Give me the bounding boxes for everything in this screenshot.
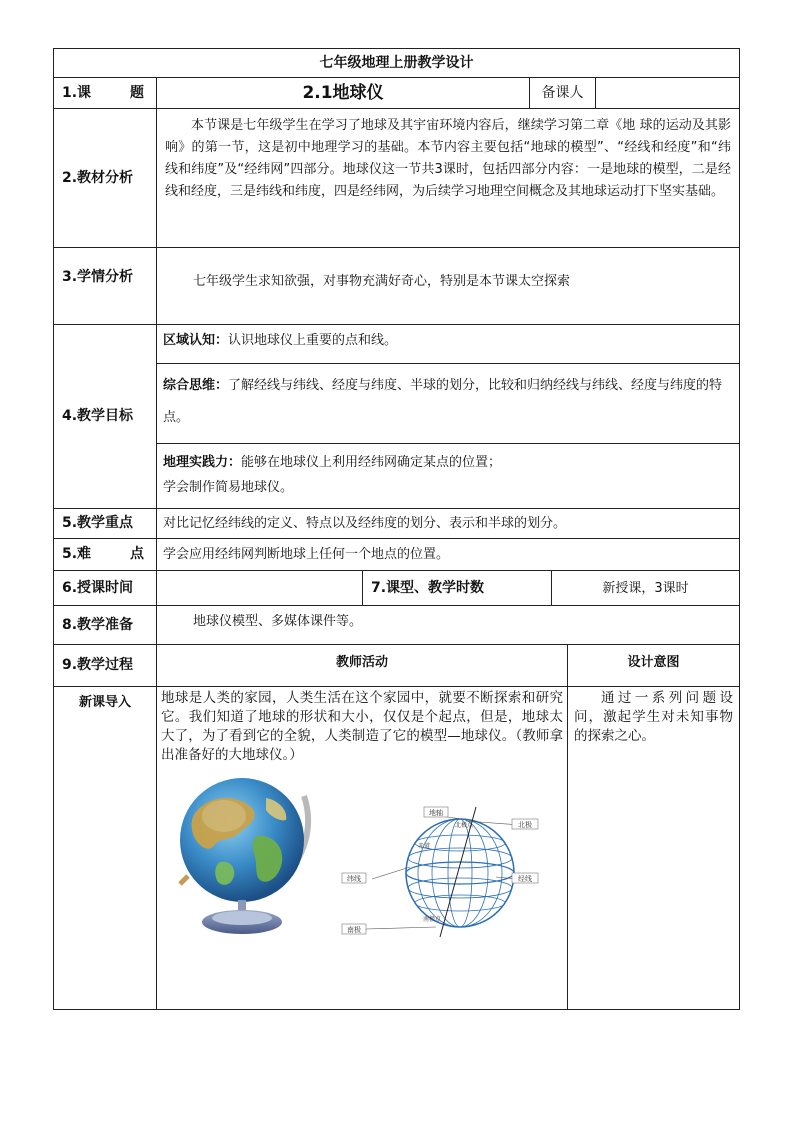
label-lesson-type: 7.课型、教学时数 <box>362 570 552 606</box>
diagram-label-south-pole-point: 南极点 <box>422 916 442 923</box>
globe-diagram <box>336 803 546 943</box>
label-lesson-topic-part1: 1.课 <box>62 84 92 101</box>
diagram-label-north: 北极 <box>518 821 532 829</box>
label-teaching-time: 6.授课时间 <box>53 570 157 606</box>
design-intent-text: 通过一系列问题设问，激起学生对未知事物的探索之心。 <box>567 686 740 1010</box>
teaching-prep-text: 地球仪模型、多媒体课件等。 <box>156 605 740 645</box>
goal-geo-practice <box>156 443 740 509</box>
goal-comprehensive-thinking-head: 综合思维： <box>163 378 229 393</box>
key-points-text: 对比记忆经纬线的定义、特点以及经纬度的划分、表示和半球的划分。 <box>156 508 740 539</box>
globe-image <box>162 776 332 941</box>
goal-regional-cognition-head: 区域认知： <box>163 333 229 348</box>
label-key-points: 5.教学重点 <box>53 508 157 539</box>
diagram-label-north-pole-point: 北极点 <box>454 822 474 829</box>
label-lesson-topic-part2: 题 <box>130 84 144 101</box>
col-header-teacher: 教师活动 <box>156 644 568 687</box>
goal-comprehensive-thinking <box>156 363 740 444</box>
lesson-type-value: 新授课，3课时 <box>551 570 740 606</box>
diagram-label-equator: 赤道 <box>417 843 431 850</box>
lesson-title: 2.1地球仪 <box>156 77 530 109</box>
globe-diagram-sphere <box>366 807 520 937</box>
teaching-time-value <box>156 570 363 606</box>
diagram-label-axis: 地轴 <box>429 809 443 817</box>
preparer-value <box>595 77 740 109</box>
label-lesson-topic <box>53 77 157 109</box>
preparer-label: 备课人 <box>529 77 596 109</box>
label-new-lesson-intro: 新课导入 <box>53 686 157 1010</box>
label-difficult-points <box>53 538 157 571</box>
diagram-label-south: 南极 <box>347 926 361 934</box>
goal-regional-cognition-text: 认识地球仪上重要的点和线。 <box>228 333 398 348</box>
label-teaching-goals: 4.教学目标 <box>53 324 157 509</box>
label-difficult-part1: 5.难 <box>62 546 92 562</box>
diagram-label-latitude: 纬线 <box>347 875 361 883</box>
goal-comprehensive-thinking-text: 了解经线与纬线、经度与纬度、半球的划分，比较和归纳经线与纬线、经度与纬度的特点。 <box>163 378 723 425</box>
goal-geo-practice-text1: 能够在地球仪上利用经纬网确定某点的位置； <box>241 455 502 470</box>
goal-geo-practice-head: 地理实践力： <box>163 455 242 470</box>
teacher-activity-text: 地球是人类的家园，人类生活在这个家园中，就要不断探索和研究它。我们知道了地球的形状和大小，仅仅是个起点，但是，地球太大了，为了看到它的全貌，人类制造了它的模型—地球仪。（教师拿出准备好的大地球仪。） <box>161 690 563 763</box>
student-analysis-text: 七年级学生求知欲强，对事物充满好奇心，特别是本节课太空探索 <box>156 247 740 325</box>
goal-geo-practice-text2: 学会制作简易地球仪。 <box>163 480 294 495</box>
label-material-analysis: 2.教材分析 <box>53 108 157 248</box>
label-teaching-process: 9.教学过程 <box>53 644 157 687</box>
goal-regional-cognition <box>156 324 740 364</box>
difficult-points-text: 学会应用经纬网判断地球上任何一个地点的位置。 <box>156 538 740 571</box>
document-title: 七年级地理上册教学设计 <box>53 48 740 78</box>
label-difficult-part2: 点 <box>130 546 144 562</box>
material-analysis-text: 本节课是七年级学生在学习了地球及其宇宙环境内容后，继续学习第二章《地 球的运动及其影响》的第一节，这是初中地理学习的基础。本节内容主要包括“地球的模型”、“经线和经度”和“纬线和纬度”及“经纬网”四部分。地球仪这一节共3课时，包括四部分内容：一是地球的模型，二是经线和经度，三是纬线和纬度，四是经纬网，为后续学习地理空间概念及其地球运动打下坚实基础。 <box>156 108 740 248</box>
col-header-intent: 设计意图 <box>567 644 740 687</box>
label-teaching-prep: 8.教学准备 <box>53 605 157 645</box>
diagram-label-longitude: 经线 <box>518 875 532 883</box>
label-student-analysis: 3.学情分析 <box>53 247 157 325</box>
